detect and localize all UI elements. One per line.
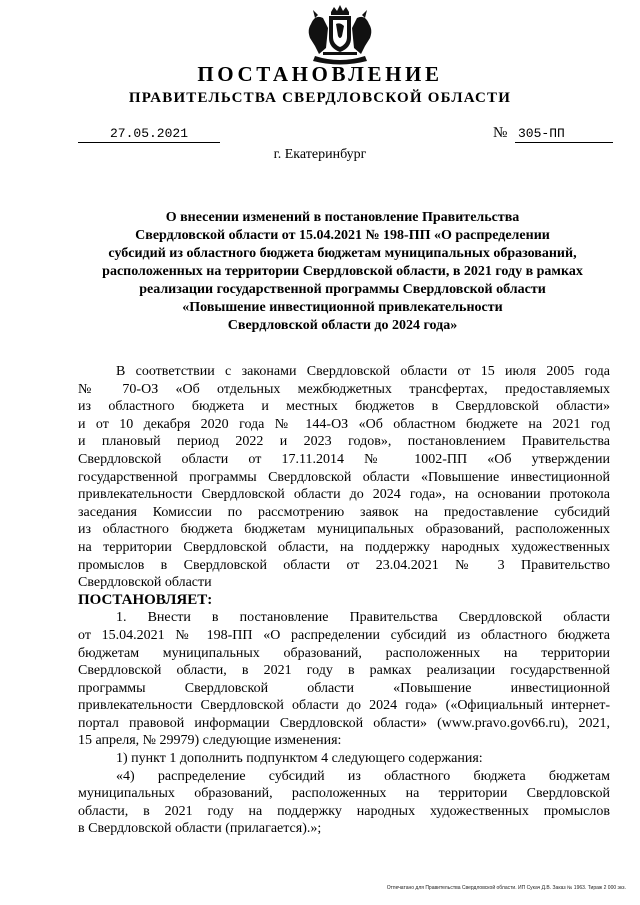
item-1-line: программы Свердловской области «Повышение инвестиционной (78, 680, 610, 696)
title-line: субсидий из областного бюджета бюджетам муниципальных образований, (108, 246, 577, 261)
quote-line: «4) распределение субсидий из областного бюджета бюджетам (116, 768, 610, 784)
item-1-line: 15 апреля, № 29979) следующие изменения: (78, 733, 342, 749)
subitem-1: 1) пункт 1 дополнить подпунктом 4 следующего содержания: (116, 751, 483, 767)
preamble-line: № 70-ОЗ «Об отдельных межбюджетных трансфертах, предоставляемых (78, 381, 610, 397)
title-line: «Повышение инвестиционной привлекательности (182, 300, 503, 315)
preamble-paragraph (78, 363, 610, 592)
document-type: ПОСТАНОВЛЕНИЕ (197, 62, 443, 86)
quoted-subitem-4 (78, 768, 610, 838)
preamble-line: заседания Комиссии по рассмотрению заявок на предоставление субсидий (78, 504, 610, 520)
preamble-line: из областного бюджета бюджетам муниципальных образований, расположенных (78, 522, 610, 538)
preamble-line: и плановый период 2022 и 2023 годов», постановлением Правительства (78, 434, 610, 450)
preamble-line: Свердловской области от 17.11.2014 № 1002-ПП «Об утверждении (78, 451, 610, 467)
title-line: О внесении изменений в постановление Правительства (165, 210, 520, 225)
document-title (75, 209, 610, 335)
item-1-paragraph (78, 609, 610, 750)
title-line: реализации государственной программы Свердловской области (139, 282, 546, 297)
item-1-line: бюджетам муниципальных образований, расположенных на территории (78, 645, 610, 661)
issuing-authority: ПРАВИТЕЛЬСТВА СВЕРДЛОВСКОЙ ОБЛАСТИ (128, 90, 512, 106)
print-footer-note: Отпечатано для Правительства Свердловской области. ИП Сукач Д.В. Заказ № 1963. Тираж 2 000 экз. (386, 885, 626, 891)
city: г. Екатеринбург (273, 147, 367, 162)
item-1-line: от 15.04.2021 № 198-ПП «О распределении субсидий из областного бюджета (78, 627, 610, 643)
preamble-line: государственной программы Свердловской области «Повышение инвестиционной (78, 469, 610, 485)
title-line: расположенных на территории Свердловской области, в 2021 году в рамках (102, 264, 583, 279)
quote-line: области, в 2021 году на поддержку народных художественных промыслов (78, 803, 610, 819)
preamble-line: на территории Свердловской области, на поддержку народных художественных (78, 539, 610, 555)
coat-of-arms-emblem (301, 4, 379, 68)
quote-line: муниципальных образований, расположенных на территории Свердловской (78, 786, 610, 802)
item-1-line: портал правовой информации Свердловской области» (www.pravo.gov66.ru), 2021, (78, 715, 610, 731)
item-1-line: привлекательности Свердловской области до 2024 года» («Официальный интернет- (78, 698, 610, 714)
preamble-line: В соответствии с законами Свердловской области от 15 июля 2005 года (116, 364, 610, 379)
document-number: 305-ПП (515, 126, 613, 143)
title-line: Свердловской области от 15.04.2021 № 198-ПП «О распределении (135, 228, 550, 243)
quote-line: в Свердловской области (прилагается).»; (78, 821, 322, 837)
preamble-line: привлекательности Свердловской области до 2024 года», на основании протокола (78, 487, 610, 503)
document-date: 27.05.2021 (78, 126, 220, 143)
resolves-heading: ПОСТАНОВЛЯЕТ: (78, 591, 213, 608)
item-1-line: Свердловской области, в 2021 году в рамках реализации государственной (78, 663, 610, 679)
document-body (78, 363, 610, 838)
title-line: Свердловской области до 2024 года» (227, 318, 458, 333)
preamble-line: Свердловской области (78, 575, 212, 591)
preamble-line: и от 10 декабря 2020 года № 144-ОЗ «Об областном бюджете на 2021 год (78, 416, 610, 432)
preamble-line: из областного бюджета и местных бюджетов в Свердловской области» (78, 399, 610, 415)
number-label: № (493, 125, 508, 141)
preamble-line: промыслов в Свердловской области от 23.04.2021 № 3 Правительство (78, 557, 610, 573)
item-1-line: 1. Внести в постановление Правительства Свердловской области (116, 610, 610, 626)
